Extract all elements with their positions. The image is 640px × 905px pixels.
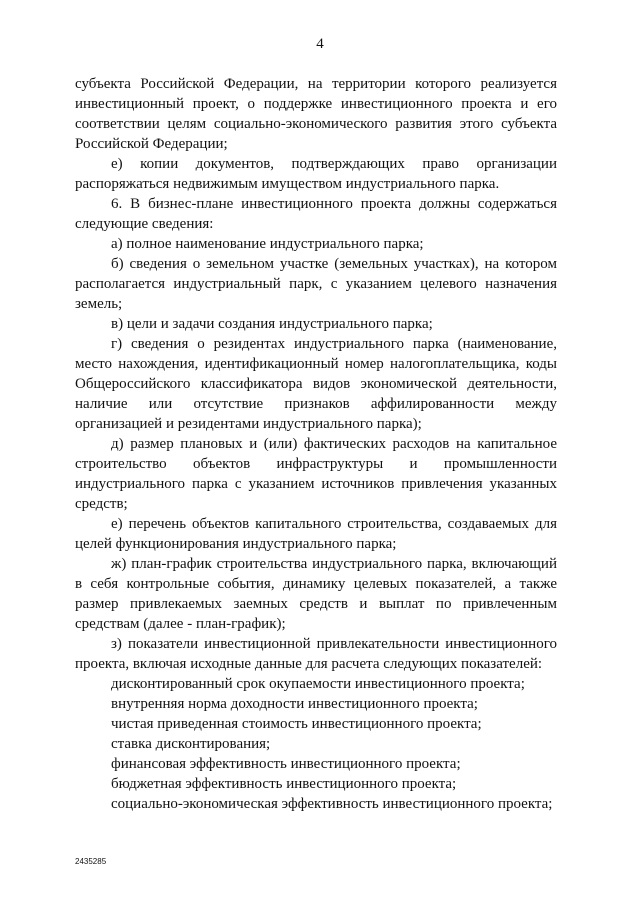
- paragraph-region-opinion: субъекта Российской Федерации, на территории которого реализуется инвестиционный проект, о поддержке инвестиционного проекта и его соответствии целям социально-экономического развития этого субъекта Российской Федерации;: [75, 76, 557, 152]
- indicator-item: внутренняя норма доходности инвестиционного проекта;: [111, 696, 478, 712]
- paragraph-park-name: а) полное наименование индустриального парка;: [111, 236, 424, 252]
- indicator-item: дисконтированный срок окупаемости инвестиционного проекта;: [111, 676, 525, 692]
- indicator-item: ставка дисконтирования;: [111, 736, 271, 752]
- paragraph-expenses: д) размер плановых и (или) фактических расходов на капитальное строительство объектов инфраструктуры и промышленности индустриального парка с указанием источников привлечения указанных средств;: [75, 436, 557, 512]
- paragraph-construction-objects: е) перечень объектов капитального строительства, создаваемых для целей функционирования индустриального парка;: [75, 516, 557, 552]
- paragraph-goals: в) цели и задачи создания индустриального парка;: [111, 316, 433, 332]
- paragraph-land-plot: б) сведения о земельном участке (земельных участках), на котором располагается индустриальный парк, с указанием целевого назначения земель;: [75, 256, 557, 312]
- document-body: [75, 74, 557, 814]
- indicator-item: финансовая эффективность инвестиционного проекта;: [111, 756, 461, 772]
- page-number: 4: [316, 36, 324, 52]
- paragraph-residents: г) сведения о резидентах индустриального парка (наименование, место нахождения, идентификационный номер налогоплательщика, коды Общероссийского классификатора видов экономической деятельности, наличие или отсутствие признаков аффилированности между организацией и резидентами индустриального парка);: [75, 336, 557, 432]
- indicator-item: социально-экономическая эффективность инвестиционного проекта;: [111, 796, 553, 812]
- document-code: 2435285: [75, 857, 107, 866]
- paragraph-schedule: ж) план-график строительства индустриального парка, включающий в себя контрольные события, динамику целевых показателей, а также размер привлекаемых заемных средств и выплат по привлеченным средствам (далее - план-график);: [75, 556, 557, 632]
- paragraph-investment-indicators: з) показатели инвестиционной привлекательности инвестиционного проекта, включая исходные данные для расчета следующих показателей:: [75, 636, 557, 672]
- paragraph-business-plan: 6. В бизнес-плане инвестиционного проекта должны содержаться следующие сведения:: [75, 196, 557, 232]
- indicator-item: бюджетная эффективность инвестиционного проекта;: [111, 776, 457, 792]
- indicator-item: чистая приведенная стоимость инвестиционного проекта;: [111, 716, 482, 732]
- paragraph-property-documents: е) копии документов, подтверждающих право организации распоряжаться недвижимым имуществом индустриального парка.: [75, 156, 557, 192]
